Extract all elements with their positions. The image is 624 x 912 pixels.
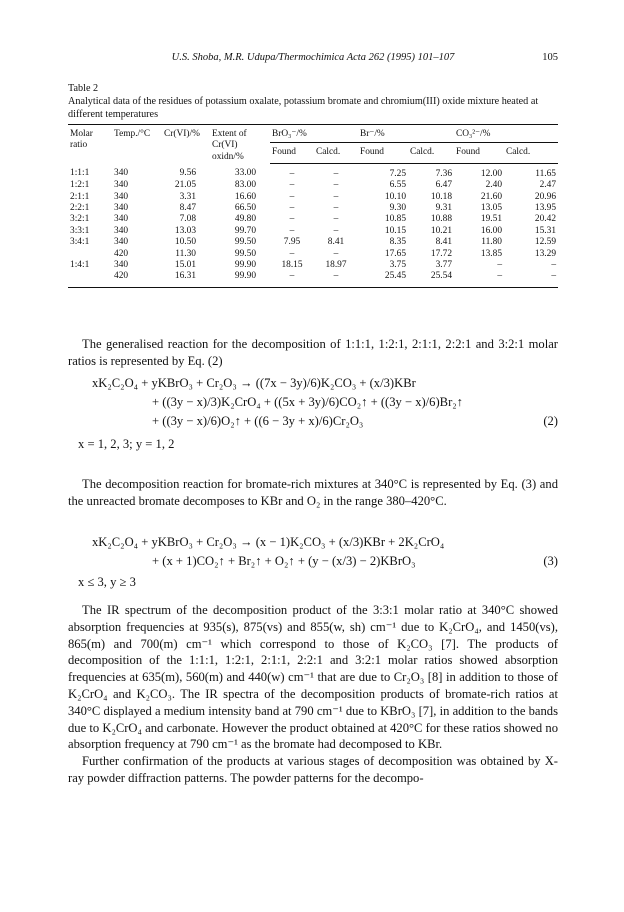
table-cell: 3.75 xyxy=(389,259,406,270)
header-temp: Temp./°C xyxy=(112,125,162,164)
table-cell: 99.50 xyxy=(234,237,256,248)
table-cell: 12.00 xyxy=(480,168,502,179)
table-cell: 25.54 xyxy=(408,271,454,287)
table-cell: 10.88 xyxy=(430,214,452,225)
table-cell: 19.51 xyxy=(480,214,502,225)
table-cell: 3.31 xyxy=(179,191,196,202)
table-cell: 16.00 xyxy=(480,225,502,236)
table-cell: – xyxy=(333,225,339,236)
header-br: Br⁻/% xyxy=(358,125,454,143)
page-number: 105 xyxy=(542,52,558,63)
table-cell: 2.40 xyxy=(485,180,502,191)
table-cell: 2.47 xyxy=(539,180,556,191)
table-cell: 3:2:1 xyxy=(70,214,90,225)
equation-3 xyxy=(78,533,558,592)
table-cell: 33.00 xyxy=(234,168,256,179)
paragraph-text: The generalised reaction for the decomposition of 1:1:1, 1:2:1, 2:1:1, 2:2:1 and 3:2:1 molar ratios is represented by Eq. (2) xyxy=(68,337,558,368)
table-cell: 49.80 xyxy=(234,214,256,225)
table-cell: 9.30 xyxy=(389,202,406,213)
table-cell: 15.01 xyxy=(174,259,196,270)
table-cell: 420 xyxy=(112,271,162,287)
header-calcd: Calcd. xyxy=(504,147,558,163)
table-row xyxy=(68,249,558,260)
table-cell: – xyxy=(289,214,295,225)
equation-number: (3) xyxy=(543,554,558,568)
analytical-data-table xyxy=(68,124,558,288)
table-cell: – xyxy=(333,168,339,179)
table-cell: 66.50 xyxy=(234,202,256,213)
table-cell: 20.96 xyxy=(534,191,556,202)
header-found: Found xyxy=(358,147,408,163)
table-cell: – xyxy=(333,202,339,213)
table-cell: 340 xyxy=(114,237,129,248)
table-cell: – xyxy=(454,271,504,287)
paragraph-text: The IR spectrum of the decomposition product of the 3:3:1 molar ratio at 340°C showed absorption frequencies at 935(s), 875(vs) and 855(w, sh) cm⁻¹ due to K₂CrO₄, and 1450(vs), 865(m) and 700(m) cm⁻¹ which correspond to those of K₂CO₃ [7]. The products of decomposition of the 1:1:1, 1:2:1, 2:1:1, 2:2:1 and 3:2:1 molar ratios showed absorption frequencies at 635(m), 560(m) and 440(w) cm⁻¹ that are due to Cr₂O₃ [8] in addition to those of K₂CrO₄ and K₂CO₃. The IR spectra of the decomposition products of bromate-rich ratios at 340°C displayed a medium intensity band at 790 cm⁻¹ due to KBrO₃ [7], in addition to the bands due to K₂CrO₄ and carbonate. However the product obtained at 420°C for these ratios showed no absorption frequency at 790 cm⁻¹ as the bromate had decomposed to KBr. xyxy=(68,603,558,752)
table-cell: – xyxy=(270,271,314,287)
table-body xyxy=(68,163,558,287)
header-molar-ratio: Molar ratio xyxy=(68,125,112,164)
table-cell: 8.41 xyxy=(327,237,345,248)
table-cell: 10.21 xyxy=(430,225,452,236)
table-cell: 17.72 xyxy=(430,248,452,259)
table-caption xyxy=(68,82,558,121)
header-co3: CO₃²⁻/% xyxy=(454,125,558,143)
table-cell: 7.36 xyxy=(435,168,452,179)
table-cell: 15.31 xyxy=(534,225,556,236)
table-row xyxy=(68,180,558,191)
table-cell: 10.85 xyxy=(384,214,406,225)
paragraph-1 xyxy=(68,336,558,370)
table-cell: 2:2:1 xyxy=(70,202,90,213)
table-cell: 340 xyxy=(114,191,129,202)
paragraph-2 xyxy=(68,476,558,510)
table-row xyxy=(68,214,558,225)
table-row xyxy=(68,260,558,271)
table-label: Table 2 xyxy=(68,83,99,94)
table-cell: – xyxy=(333,180,339,191)
table-row xyxy=(68,226,558,237)
table-cell: 13.03 xyxy=(174,225,196,236)
table-cell: 12.59 xyxy=(534,237,556,248)
equation-number: (2) xyxy=(543,414,558,428)
table-cell: 340 xyxy=(114,180,129,191)
table-cell xyxy=(68,271,112,287)
table-cell: – xyxy=(289,225,295,236)
table-cell: 9.31 xyxy=(435,202,452,213)
table-cell: 1:2:1 xyxy=(70,180,90,191)
table-cell: 340 xyxy=(114,202,129,213)
table-cell: 25.45 xyxy=(358,271,408,287)
table-cell: 10.50 xyxy=(174,237,196,248)
table-cell: 9.56 xyxy=(179,168,196,179)
table-cell: 7.08 xyxy=(179,214,196,225)
table-cell: 8.35 xyxy=(389,237,406,248)
table-cell: 21.05 xyxy=(174,180,196,191)
table-cell: 340 xyxy=(114,168,129,179)
table-cell: – xyxy=(289,168,295,179)
table-cell: 13.95 xyxy=(534,202,556,213)
header-found: Found xyxy=(454,147,504,163)
table-cell xyxy=(68,249,112,260)
table-row xyxy=(68,271,558,287)
table-cell: 11.65 xyxy=(535,168,556,179)
table-cell: 99.70 xyxy=(234,225,256,236)
table-cell: 6.47 xyxy=(435,180,452,191)
table-cell: – xyxy=(333,248,339,259)
equation-line: + ((3y − x)/3)K₂CrO₄ + ((5x + 3y)/6)CO₂↑ + ((3y − x)/6)Br₂↑ xyxy=(152,395,463,409)
header-bro3: BrO₃⁻/% xyxy=(270,125,358,143)
equation-line: + (x + 1)CO₂↑ + Br₂↑ + O₂↑ + (y − (x/3) − 2)KBrO₃ xyxy=(152,554,416,568)
table-cell: 7.95 xyxy=(283,237,301,248)
table-cell: – xyxy=(289,248,295,259)
table-cell: 99.90 xyxy=(234,259,256,270)
table-cell: 420 xyxy=(114,248,129,259)
table-row xyxy=(68,192,558,203)
table-cell: 8.47 xyxy=(179,202,196,213)
table-cell: 1:4:1 xyxy=(70,259,90,270)
table-cell: 10.18 xyxy=(430,191,452,202)
table-cell: – xyxy=(504,271,558,287)
table-cell: – xyxy=(289,180,295,191)
table-cell: – xyxy=(289,191,295,202)
header-found: Found xyxy=(270,147,314,163)
table-row xyxy=(68,163,558,180)
table-cell: 83.00 xyxy=(234,180,256,191)
table-cell: 99.90 xyxy=(210,271,270,287)
table-cell: 3.77 xyxy=(435,259,452,270)
table-cell: 2:1:1 xyxy=(70,191,90,202)
table-cell: 16.60 xyxy=(234,191,256,202)
table-row xyxy=(68,237,558,248)
table-cell: 8.41 xyxy=(435,237,452,248)
running-head: U.S. Shoba, M.R. Udupa/Thermochimica Acta 262 (1995) 101–107 xyxy=(171,52,455,63)
equation-condition: x ≤ 3, y ≥ 3 xyxy=(78,575,136,589)
header-calcd: Calcd. xyxy=(408,147,454,163)
equation-line: xK₂C₂O₄ + yKBrO₃ + Cr₂O₃ → ((7x − 3y)/6)K₂CO₃ + (x/3)KBr xyxy=(92,376,416,390)
header-extent: Extent of Cr(VI) oxidn/% xyxy=(210,125,270,164)
equation-line: xK₂C₂O₄ + yKBrO₃ + Cr₂O₃ → (x − 1)K₂CO₃ + (x/3)KBr + 2K₂CrO₄ xyxy=(92,535,445,549)
table-cell: 10.10 xyxy=(384,191,406,202)
table-cell: 3:3:1 xyxy=(70,225,90,236)
table-cell: 21.60 xyxy=(480,191,502,202)
table-cell: 1:1:1 xyxy=(70,168,90,179)
table-cell: 20.42 xyxy=(534,214,556,225)
table-cell: 340 xyxy=(114,225,129,236)
table-cell: – xyxy=(289,202,295,213)
table-cell: 13.85 xyxy=(480,248,502,259)
equation-2 xyxy=(78,374,558,454)
table-cell: – xyxy=(497,259,502,270)
table-cell: 10.15 xyxy=(384,225,406,236)
table-cell: – xyxy=(314,271,358,287)
table-cell: 340 xyxy=(114,214,129,225)
table-row xyxy=(68,203,558,214)
table-cell: – xyxy=(551,259,556,270)
table-cell: 11.80 xyxy=(481,237,502,248)
table-title: Analytical data of the residues of potassium oxalate, potassium bromate and chromium(III) oxide mixture heated at different temperatures xyxy=(68,96,539,120)
table-cell: 16.31 xyxy=(162,271,210,287)
table-cell: 340 xyxy=(114,259,129,270)
table-cell: – xyxy=(333,214,339,225)
table-cell: 6.55 xyxy=(389,180,406,191)
running-header xyxy=(68,52,558,63)
table-cell: 11.30 xyxy=(175,248,196,259)
paragraph-text: The decomposition reaction for bromate-rich mixtures at 340°C is represented by Eq. (3) and the unreacted bromate decomposes to KBr and O₂ in the range 380–420°C. xyxy=(68,477,558,508)
table-cell: – xyxy=(333,191,339,202)
paragraph-text: Further confirmation of the products at various stages of decomposition was obtained by X-ray powder diffraction patterns. The powder patterns for the decompo- xyxy=(68,754,558,785)
table-cell: 99.50 xyxy=(234,248,256,259)
header-crvi: Cr(VI)/% xyxy=(162,125,210,164)
table-cell: 18.97 xyxy=(325,259,347,270)
table-cell: 13.05 xyxy=(480,202,502,213)
table-cell: 18.15 xyxy=(281,259,303,270)
paragraph-3 xyxy=(68,602,558,787)
table-cell: 7.25 xyxy=(389,168,406,179)
header-calcd: Calcd. xyxy=(314,147,358,163)
table-cell: 3:4:1 xyxy=(70,237,90,248)
equation-line: + ((3y − x)/6)O₂↑ + ((6 − 3y + x)/6)Cr₂O₃ xyxy=(152,414,364,428)
table-cell: 13.29 xyxy=(534,248,556,259)
equation-condition: x = 1, 2, 3; y = 1, 2 xyxy=(78,437,175,451)
table-cell: 17.65 xyxy=(384,248,406,259)
